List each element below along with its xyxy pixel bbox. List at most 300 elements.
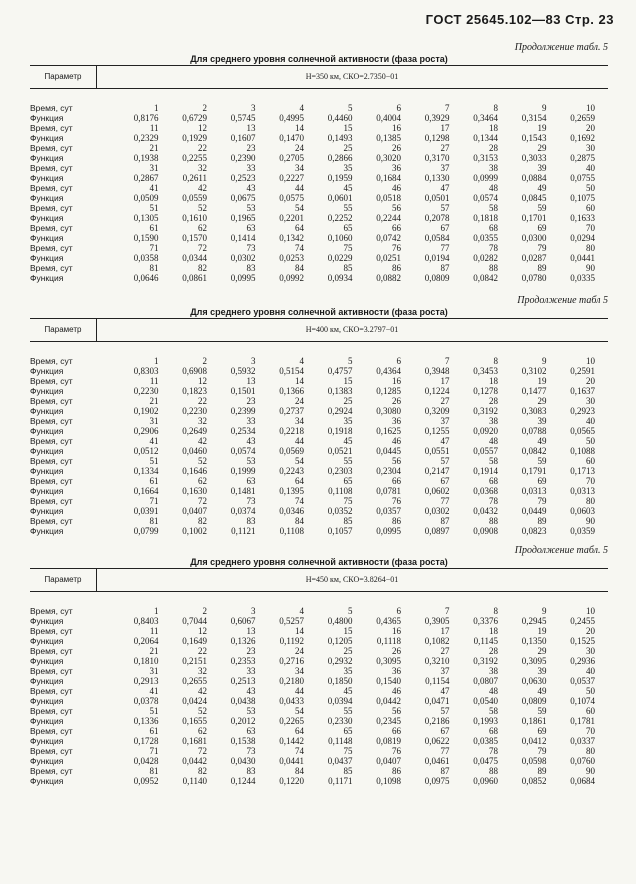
table-cell: 89	[537, 766, 547, 776]
table-row	[30, 193, 608, 203]
table-cell: 0,4800	[327, 616, 353, 626]
table-cell: 58	[489, 203, 498, 213]
table-cell: 0,1525	[570, 636, 595, 646]
row-label: Функция	[30, 213, 64, 223]
table-cell: 0,0442	[182, 756, 207, 766]
table-cell: 0,1538	[230, 736, 256, 746]
table-cell: 0,2353	[230, 656, 256, 666]
row-label: Функция	[30, 506, 64, 516]
table-cell: 0,3905	[424, 616, 450, 626]
table-cell: 63	[246, 476, 256, 486]
table-row	[30, 183, 608, 193]
table-cell: 73	[246, 496, 256, 506]
table-cell: 0,2304	[376, 466, 401, 476]
table-cell: 0,0251	[376, 253, 401, 263]
table-cell: 0,0884	[521, 173, 547, 183]
table-cell: 6	[396, 356, 401, 366]
table-cell: 72	[198, 243, 207, 253]
table-cell: 0,1057	[327, 526, 353, 536]
table-row	[30, 356, 608, 366]
table-cell: 0,3929	[424, 113, 450, 123]
table-cell: 0,1684	[376, 173, 401, 183]
table-cell: 0,1205	[327, 636, 353, 646]
table-cell: 0,1255	[424, 426, 450, 436]
table-cell: 0,2513	[230, 676, 256, 686]
table-cell: 84	[295, 516, 304, 526]
table-cell: 62	[198, 726, 207, 736]
table-cell: 21	[149, 646, 159, 656]
table-cell: 0,2932	[327, 656, 353, 666]
table-cell: 0,0809	[521, 696, 547, 706]
table-cell: 0,1818	[473, 213, 498, 223]
table-cell: 81	[149, 516, 159, 526]
table-cell: 23	[246, 396, 256, 406]
table-row	[30, 113, 608, 123]
table-cell: 64	[295, 476, 304, 486]
table-cell: 0,2147	[424, 466, 450, 476]
table-cell: 0,0512	[133, 446, 159, 456]
table-cell: 0,1088	[570, 446, 595, 456]
table-cell: 0,3453	[473, 366, 498, 376]
table-cell: 0,0501	[424, 193, 450, 203]
table-cell: 75	[343, 496, 353, 506]
row-label: Время, сут	[30, 646, 73, 656]
table-cell: 11	[149, 626, 159, 636]
table-cell: 37	[440, 163, 450, 173]
table-cell: 35	[343, 666, 353, 676]
row-label: Время, сут	[30, 243, 73, 253]
table-cell: 13	[246, 123, 256, 133]
table-cell: 0,1140	[182, 776, 207, 786]
table-cell: 78	[489, 243, 498, 253]
table-row	[30, 243, 608, 253]
table-cell: 0,0630	[521, 676, 547, 686]
table-cell: 0,2591	[570, 366, 595, 376]
table-cell: 1	[154, 356, 159, 366]
table-cell: 0,0551	[424, 446, 450, 456]
table-cell: 0,1728	[133, 736, 159, 746]
table-cell: 0,3209	[424, 406, 450, 416]
table-cell: 0,0603	[570, 506, 595, 516]
table-cell: 0,3080	[376, 406, 401, 416]
table-cell: 0,0920	[473, 426, 498, 436]
table-cell: 0,1224	[424, 386, 450, 396]
table-cell: 37	[440, 416, 450, 426]
table-cell: 0,2329	[133, 133, 159, 143]
table-cell: 0,0394	[327, 696, 353, 706]
table-cell: 77	[440, 746, 450, 756]
table-cell: 0,2913	[133, 676, 159, 686]
table-cell: 0,1171	[328, 776, 353, 786]
table-cell: 0,0908	[473, 526, 498, 536]
table-cell: 0,2255	[182, 153, 207, 163]
table-cell: 0,0819	[376, 736, 401, 746]
condition-header: H=350 км, СКО=2.7350−01	[305, 72, 399, 81]
row-label: Функция	[30, 406, 64, 416]
table-cell: 57	[440, 706, 450, 716]
table-cell: 0,0823	[521, 526, 547, 536]
table-cell: 0,3095	[521, 656, 547, 666]
table-row	[30, 466, 608, 476]
table-cell: 0,1074	[570, 696, 595, 706]
table-cell: 0,0999	[473, 173, 498, 183]
table-row	[30, 436, 608, 446]
table-cell: 0,4757	[327, 366, 353, 376]
row-label: Время, сут	[30, 746, 73, 756]
table-cell: 19	[537, 123, 547, 133]
table-row	[30, 163, 608, 173]
table-cell: 63	[246, 726, 256, 736]
table-cell: 0,3376	[473, 616, 498, 626]
row-label: Время, сут	[30, 666, 73, 676]
table-cell: 29	[537, 143, 547, 153]
table-cell: 0,0995	[230, 273, 256, 283]
table-cell: 0,0559	[182, 193, 207, 203]
table-cell: 0,0282	[473, 253, 498, 263]
table-cell: 13	[246, 626, 256, 636]
table-cell: 0,0194	[424, 253, 450, 263]
table-cell: 29	[537, 396, 547, 406]
table-cell: 52	[198, 456, 207, 466]
table-row	[30, 456, 608, 466]
table-cell: 0,0313	[521, 486, 547, 496]
table-header	[30, 568, 608, 592]
row-label: Функция	[30, 113, 64, 123]
table-cell: 0,0359	[570, 526, 595, 536]
table-cell: 61	[149, 476, 159, 486]
table-row	[30, 446, 608, 456]
table-cell: 38	[489, 163, 498, 173]
table-row	[30, 273, 608, 283]
table-cell: 0,1938	[133, 153, 159, 163]
table-cell: 0,0475	[473, 756, 498, 766]
table-cell: 0,0675	[230, 193, 256, 203]
table-cell: 43	[246, 686, 256, 696]
table-cell: 0,0807	[473, 676, 498, 686]
table-cell: 0,0461	[424, 756, 450, 766]
table-cell: 58	[489, 456, 498, 466]
table-cell: 54	[295, 706, 304, 716]
table-cell: 0,4460	[327, 113, 353, 123]
table-cell: 0,1999	[230, 466, 256, 476]
table-cell: 46	[392, 183, 401, 193]
table-cell: 0,0809	[424, 273, 450, 283]
table-cell: 0,0229	[327, 253, 353, 263]
table-cell: 0,3170	[424, 153, 450, 163]
table-cell: 25	[343, 396, 353, 406]
table-cell: 0,2649	[182, 426, 207, 436]
table-cell: 43	[246, 183, 256, 193]
table-cell: 0,0845	[521, 193, 547, 203]
table-cell: 0,8403	[133, 616, 159, 626]
table-cell: 0,0433	[279, 696, 304, 706]
table-cell: 7	[445, 356, 450, 366]
table-cell: 30	[586, 143, 595, 153]
table-cell: 18	[489, 626, 498, 636]
table-cell: 49	[537, 183, 547, 193]
table-cell: 77	[440, 243, 450, 253]
table-cell: 69	[537, 223, 547, 233]
table-cell: 20	[586, 626, 595, 636]
table-cell: 89	[537, 516, 547, 526]
table-cell: 1	[154, 103, 159, 113]
table-cell: 14	[295, 626, 304, 636]
table-cell: 0,1918	[327, 426, 353, 436]
table-cell: 46	[392, 686, 401, 696]
table-cell: 55	[343, 456, 353, 466]
table-cell: 30	[586, 646, 595, 656]
table-cell: 0,2230	[133, 386, 159, 396]
table-cell: 0,0407	[376, 756, 401, 766]
table-cell: 0,0438	[230, 696, 256, 706]
table-cell: 34	[295, 163, 304, 173]
table-cell: 24	[295, 143, 304, 153]
table-cell: 0,0424	[182, 696, 207, 706]
table-cell: 47	[440, 436, 450, 446]
row-label: Функция	[30, 486, 64, 496]
table-row	[30, 416, 608, 426]
table-cell: 23	[246, 143, 256, 153]
row-label: Функция	[30, 696, 64, 706]
table-cell: 76	[392, 746, 401, 756]
param-header: Параметр	[30, 66, 97, 88]
table-cell: 0,4995	[279, 113, 304, 123]
table-cell: 0,1664	[133, 486, 159, 496]
table-cell: 53	[246, 456, 256, 466]
table-cell: 31	[149, 163, 159, 173]
table-row	[30, 253, 608, 263]
table-cell: 90	[586, 516, 595, 526]
table-cell: 0,0574	[230, 446, 256, 456]
row-label: Время, сут	[30, 356, 73, 366]
table-row	[30, 606, 608, 616]
table-cell: 0,1118	[376, 636, 401, 646]
table-cell: 28	[489, 646, 498, 656]
table-cell: 79	[537, 746, 547, 756]
row-label: Функция	[30, 253, 64, 263]
table-cell: 0,1543	[521, 133, 547, 143]
table-cell: 0,0335	[570, 273, 595, 283]
table-cell: 0,0432	[473, 506, 498, 516]
table-cell: 0,2151	[182, 656, 207, 666]
table-cell: 17	[440, 376, 450, 386]
table-cell: 0,1607	[230, 133, 256, 143]
table-cell: 0,2611	[182, 173, 207, 183]
table-cell: 90	[586, 766, 595, 776]
table-cell: 0,0602	[424, 486, 450, 496]
table-cell: 0,1442	[279, 736, 304, 746]
table-cell: 0,0378	[133, 696, 159, 706]
table-cell: 0,2716	[279, 656, 304, 666]
table-cell: 0,3464	[473, 113, 498, 123]
table-cell: 0,1902	[133, 406, 159, 416]
table-cell: 5	[348, 103, 353, 113]
table-cell: 82	[198, 263, 207, 273]
table-row	[30, 716, 608, 726]
table-cell: 56	[392, 706, 401, 716]
table-cell: 0,3020	[376, 153, 401, 163]
table-cell: 0,0449	[521, 506, 547, 516]
table-cell: 0,3192	[473, 656, 498, 666]
table-cell: 0,2945	[521, 616, 547, 626]
table-cell: 0,2303	[327, 466, 353, 476]
table-cell: 0,1082	[424, 636, 450, 646]
table-cell: 37	[440, 666, 450, 676]
table-cell: 0,5932	[230, 366, 256, 376]
table-cell: 0,2078	[424, 213, 450, 223]
table-cell: 0,0742	[376, 233, 401, 243]
table-cell: 0,1385	[376, 133, 401, 143]
table-cell: 24	[295, 396, 304, 406]
table-cell: 0,2924	[327, 406, 353, 416]
condition-header: H=450 км, СКО=3.8264−01	[305, 575, 399, 584]
table-cell: 85	[343, 263, 353, 273]
table-cell: 0,5745	[230, 113, 256, 123]
row-label: Время, сут	[30, 123, 73, 133]
table-cell: 0,0842	[521, 446, 547, 456]
table-cell: 0,1285	[376, 386, 401, 396]
table-row	[30, 203, 608, 213]
table-cell: 52	[198, 706, 207, 716]
table-cell: 68	[489, 726, 498, 736]
table-cell: 88	[489, 263, 498, 273]
table-cell: 0,1098	[376, 776, 401, 786]
table-row	[30, 696, 608, 706]
table-cell: 0,1220	[279, 776, 304, 786]
table-cell: 5	[348, 606, 353, 616]
table-cell: 0,0337	[570, 736, 595, 746]
table-cell: 65	[343, 476, 353, 486]
table-cell: 66	[392, 476, 401, 486]
table-cell: 0,2399	[230, 406, 256, 416]
table-cell: 66	[392, 223, 401, 233]
table-cell: 73	[246, 746, 256, 756]
table-cell: 0,1655	[182, 716, 207, 726]
table-cell: 16	[392, 626, 401, 636]
table-cell: 0,1366	[279, 386, 304, 396]
table-cell: 41	[149, 436, 159, 446]
table-row	[30, 263, 608, 273]
row-label: Функция	[30, 133, 64, 143]
table-cell: 0,2705	[279, 153, 304, 163]
table-cell: 0,1701	[521, 213, 547, 223]
table-cell: 0,1681	[182, 736, 207, 746]
table-cell: 0,0460	[182, 446, 207, 456]
table-cell: 56	[392, 203, 401, 213]
row-label: Функция	[30, 446, 64, 456]
table-cell: 42	[198, 183, 207, 193]
table-cell: 29	[537, 646, 547, 656]
table-cell: 0,0287	[521, 253, 547, 263]
table-cell: 68	[489, 476, 498, 486]
table-cell: 0,0882	[376, 273, 401, 283]
table-cell: 34	[295, 666, 304, 676]
row-label: Функция	[30, 173, 64, 183]
table-cell: 32	[198, 163, 207, 173]
table-cell: 0,1075	[570, 193, 595, 203]
table-cell: 0,4004	[376, 113, 401, 123]
table-cell: 22	[198, 143, 207, 153]
table-cell: 15	[343, 626, 353, 636]
table-cell: 33	[246, 666, 256, 676]
table-cell: 8	[493, 606, 498, 616]
table-cell: 0,0471	[424, 696, 450, 706]
table-cell: 0,0368	[473, 486, 498, 496]
table-row	[30, 143, 608, 153]
table-cell: 0,0518	[376, 193, 401, 203]
table-cell: 0,0975	[424, 776, 450, 786]
table-cell: 10	[586, 356, 595, 366]
table-cell: 0,3095	[376, 656, 401, 666]
table-cell: 40	[586, 163, 595, 173]
table-cell: 0,1278	[473, 386, 498, 396]
row-label: Время, сут	[30, 416, 73, 426]
row-label: Функция	[30, 426, 64, 436]
table-cell: 0,2923	[570, 406, 595, 416]
table-row	[30, 103, 608, 113]
table-cell: 60	[586, 456, 595, 466]
row-label: Время, сут	[30, 726, 73, 736]
table-cell: 15	[343, 376, 353, 386]
table-cell: 61	[149, 726, 159, 736]
table-cell: 48	[489, 436, 498, 446]
table-cell: 0,0575	[279, 193, 304, 203]
table-cell: 64	[295, 223, 304, 233]
table-row	[30, 766, 608, 776]
table-cell: 0,3192	[473, 406, 498, 416]
table-cell: 0,1383	[327, 386, 353, 396]
table-cell: 60	[586, 203, 595, 213]
table-row	[30, 386, 608, 396]
table-cell: 0,2252	[327, 213, 353, 223]
table-cell: 75	[343, 746, 353, 756]
table-cell: 0,0358	[133, 253, 159, 263]
table-cell: 0,0852	[521, 776, 547, 786]
table-row	[30, 646, 608, 656]
table-cell: 83	[246, 516, 256, 526]
table-cell: 0,0313	[570, 486, 595, 496]
table-row	[30, 636, 608, 646]
table-cell: 19	[537, 626, 547, 636]
table-cell: 81	[149, 766, 159, 776]
table-cell: 27	[440, 646, 450, 656]
table-cell: 0,1810	[133, 656, 159, 666]
table-body	[30, 606, 608, 786]
row-label: Функция	[30, 466, 64, 476]
table-cell: 36	[392, 416, 401, 426]
table-cell: 0,0992	[279, 273, 304, 283]
row-label: Время, сут	[30, 626, 73, 636]
table-row	[30, 173, 608, 183]
table-cell: 0,1781	[570, 716, 595, 726]
table-cell: 0,1646	[182, 466, 207, 476]
table-cell: 67	[440, 223, 450, 233]
row-label: Функция	[30, 153, 64, 163]
table-row	[30, 376, 608, 386]
table-cell: 51	[149, 203, 159, 213]
table-cell: 47	[440, 183, 450, 193]
table-row	[30, 726, 608, 736]
table-row	[30, 406, 608, 416]
table-cell: 0,1713	[570, 466, 595, 476]
table-header	[30, 318, 608, 342]
table-cell: 66	[392, 726, 401, 736]
row-label: Время, сут	[30, 376, 73, 386]
continuation-label: Продолжение табл. 5	[514, 42, 608, 53]
table-cell: 0,1060	[327, 233, 353, 243]
table-cell: 0,1540	[376, 676, 401, 686]
table-row	[30, 676, 608, 686]
